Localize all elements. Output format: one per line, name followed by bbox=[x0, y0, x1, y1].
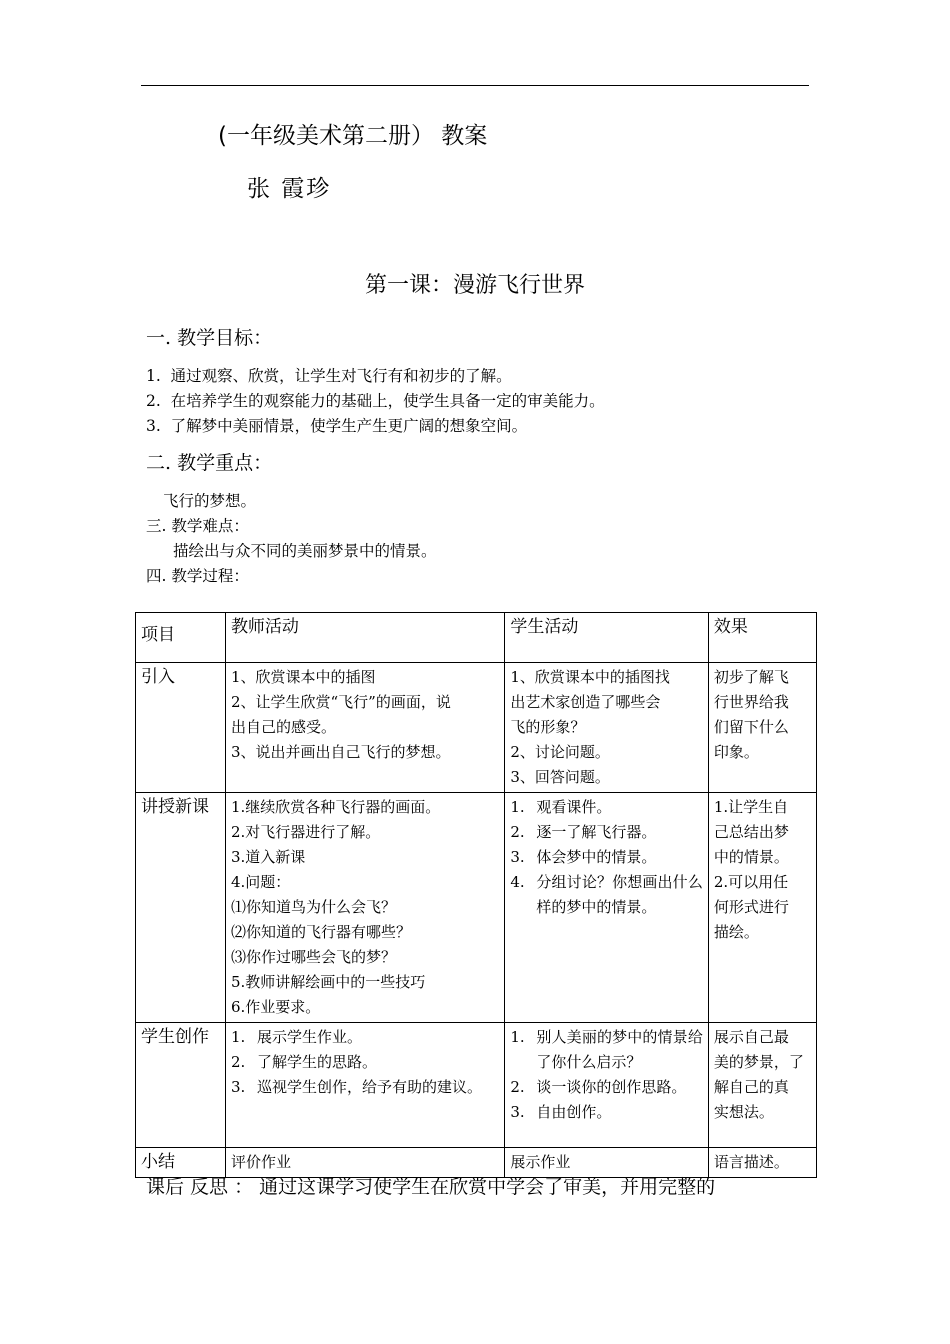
list-item bbox=[510, 845, 702, 870]
cell-line: 语言描述。 bbox=[713, 1153, 789, 1171]
cell-line: ⑴你知道鸟为什么会飞？ bbox=[230, 898, 396, 916]
cell-line: 2.对飞行器进行了解。 bbox=[230, 823, 381, 841]
teacher-cell bbox=[225, 663, 504, 793]
document-title: (一年级美术第二册） 教案 bbox=[218, 123, 488, 149]
cell-line: 出艺术家创造了哪些会 bbox=[510, 693, 661, 711]
cell-line: 己总结出梦 bbox=[713, 823, 789, 841]
cell-line: 初步了解飞 bbox=[713, 668, 789, 686]
list-text: 逐一了解飞行器。 bbox=[536, 823, 657, 841]
header-rule bbox=[141, 85, 809, 86]
list-number: 3. bbox=[510, 848, 525, 866]
header-teacher: 教师活动 bbox=[225, 613, 504, 663]
lesson-plan-table bbox=[135, 612, 817, 1178]
list-text: 分组讨论？你想画出什么样的梦中的情景。 bbox=[536, 873, 703, 916]
cell-line: ⑵你知道的飞行器有哪些？ bbox=[230, 923, 411, 941]
cell-line: 2、让学生欣赏“飞行”的画面，说 bbox=[230, 693, 451, 711]
goal-text: 了解梦中美丽情景，使学生产生更广阔的想象空间。 bbox=[170, 417, 528, 435]
list-item bbox=[231, 1075, 499, 1100]
list-item bbox=[231, 1025, 499, 1050]
table-row bbox=[136, 663, 817, 793]
effect-cell bbox=[708, 1023, 816, 1148]
key-text: 飞行的梦想。 bbox=[163, 492, 257, 510]
author-name: 张 霞珍 bbox=[247, 176, 332, 202]
difficulty-heading: 三. 教学难点： bbox=[146, 517, 249, 535]
row-item: 讲授新课 bbox=[136, 793, 226, 1023]
cell-line: 描绘。 bbox=[713, 923, 759, 941]
row-item: 小结 bbox=[136, 1148, 226, 1178]
student-cell bbox=[505, 1023, 708, 1148]
cell-line: 出自己的感受。 bbox=[230, 718, 336, 736]
reflection-text: 课后 反思 ： 通过这课学习使学生在欣赏中学会了审美，并用完整的 bbox=[146, 1176, 716, 1198]
effect-cell bbox=[708, 793, 816, 1023]
header-student: 学生活动 bbox=[505, 613, 708, 663]
cell-line: 行世界给我 bbox=[713, 693, 789, 711]
list-item bbox=[510, 1075, 702, 1100]
cell-line: 2、讨论问题。 bbox=[510, 743, 610, 761]
list-number: 3. bbox=[230, 1078, 246, 1096]
goal-number: 2. bbox=[146, 392, 161, 410]
list-item bbox=[510, 795, 702, 820]
list-number: 1. bbox=[510, 1028, 525, 1046]
list-number: 2. bbox=[510, 823, 525, 841]
effect-cell bbox=[708, 663, 816, 793]
student-cell bbox=[505, 793, 708, 1023]
cell-line: 评价作业 bbox=[230, 1153, 291, 1171]
goal-item bbox=[146, 364, 512, 386]
cell-line: 4.问题： bbox=[230, 873, 291, 891]
goal-item bbox=[146, 414, 527, 436]
cell-line: 中的情景。 bbox=[713, 848, 789, 866]
cell-line: 3、说出并画出自己飞行的梦想。 bbox=[230, 743, 451, 761]
cell-line: 展示作业 bbox=[510, 1153, 571, 1171]
cell-line: 3、回答问题。 bbox=[510, 768, 610, 786]
process-heading: 四. 教学过程： bbox=[146, 567, 249, 585]
list-item bbox=[510, 1100, 702, 1125]
list-number: 3. bbox=[510, 1103, 525, 1121]
list-item bbox=[510, 1025, 702, 1075]
cell-line: 5.教师讲解绘画中的一些技巧 bbox=[230, 973, 426, 991]
row-item: 引入 bbox=[136, 663, 226, 793]
cell-line: 美的梦景，了 bbox=[713, 1053, 804, 1071]
cell-line: 飞的形象？ bbox=[510, 718, 586, 736]
list-text: 展示学生作业。 bbox=[256, 1028, 362, 1046]
teacher-cell bbox=[225, 793, 504, 1023]
goal-number: 1. bbox=[146, 367, 161, 385]
list-number: 2. bbox=[510, 1078, 525, 1096]
goal-number: 3. bbox=[146, 417, 161, 435]
list-item bbox=[510, 870, 702, 920]
cell-line: 1、欣赏课本中的插图 bbox=[230, 668, 376, 686]
student-cell bbox=[505, 663, 708, 793]
header-effect: 效果 bbox=[708, 613, 816, 663]
list-number: 1. bbox=[230, 1028, 246, 1046]
cell-line: 1、欣赏课本中的插图找 bbox=[510, 668, 670, 686]
table-row bbox=[136, 793, 817, 1023]
header-item: 项目 bbox=[136, 613, 226, 663]
effect-cell bbox=[708, 1148, 816, 1178]
key-heading: 二. 教学重点： bbox=[146, 452, 273, 474]
cell-line: 印象。 bbox=[713, 743, 759, 761]
goal-text: 通过观察、欣赏，让学生对飞行有和初步的了解。 bbox=[170, 367, 512, 385]
list-text: 巡视学生创作，给予有助的建议。 bbox=[256, 1078, 482, 1096]
difficulty-text: 描绘出与众不同的美丽梦景中的情景。 bbox=[173, 542, 437, 560]
cell-line: 1.让学生自 bbox=[713, 798, 789, 816]
list-text: 谈一谈你的创作思路。 bbox=[536, 1078, 687, 1096]
cell-line: 2.可以用任 bbox=[713, 873, 789, 891]
teacher-cell bbox=[225, 1023, 504, 1148]
list-text: 自由创作。 bbox=[536, 1103, 612, 1121]
goal-item bbox=[146, 389, 605, 411]
cell-line: ⑶你作过哪些会飞的梦？ bbox=[230, 948, 396, 966]
row-item: 学生创作 bbox=[136, 1023, 226, 1148]
list-number: 2. bbox=[230, 1053, 246, 1071]
lesson-title: 第一课：漫游飞行世界 bbox=[364, 273, 585, 298]
cell-line: 何形式进行 bbox=[713, 898, 789, 916]
cell-line: 3.道入新课 bbox=[230, 848, 306, 866]
cell-line: 实想法。 bbox=[713, 1103, 774, 1121]
list-number: 1. bbox=[510, 798, 525, 816]
list-text: 体会梦中的情景。 bbox=[536, 848, 657, 866]
cell-line: 展示自己最 bbox=[713, 1028, 789, 1046]
cell-line: 1.继续欣赏各种飞行器的画面。 bbox=[230, 798, 441, 816]
list-text: 观看课件。 bbox=[536, 798, 612, 816]
list-item bbox=[231, 1050, 499, 1075]
goal-text: 在培养学生的观察能力的基础上，使学生具备一定的审美能力。 bbox=[170, 392, 605, 410]
goals-heading: 一. 教学目标： bbox=[146, 327, 273, 349]
cell-line: 解自己的真 bbox=[713, 1078, 789, 1096]
list-number: 4. bbox=[510, 873, 525, 891]
table-header-row bbox=[136, 613, 817, 663]
list-text: 了解学生的思路。 bbox=[256, 1053, 377, 1071]
list-text: 别人美丽的梦中的情景给了你什么启示？ bbox=[536, 1028, 703, 1071]
cell-line: 们留下什么 bbox=[713, 718, 789, 736]
table-row bbox=[136, 1023, 817, 1148]
list-item bbox=[510, 820, 702, 845]
cell-line: 6.作业要求。 bbox=[230, 998, 321, 1016]
